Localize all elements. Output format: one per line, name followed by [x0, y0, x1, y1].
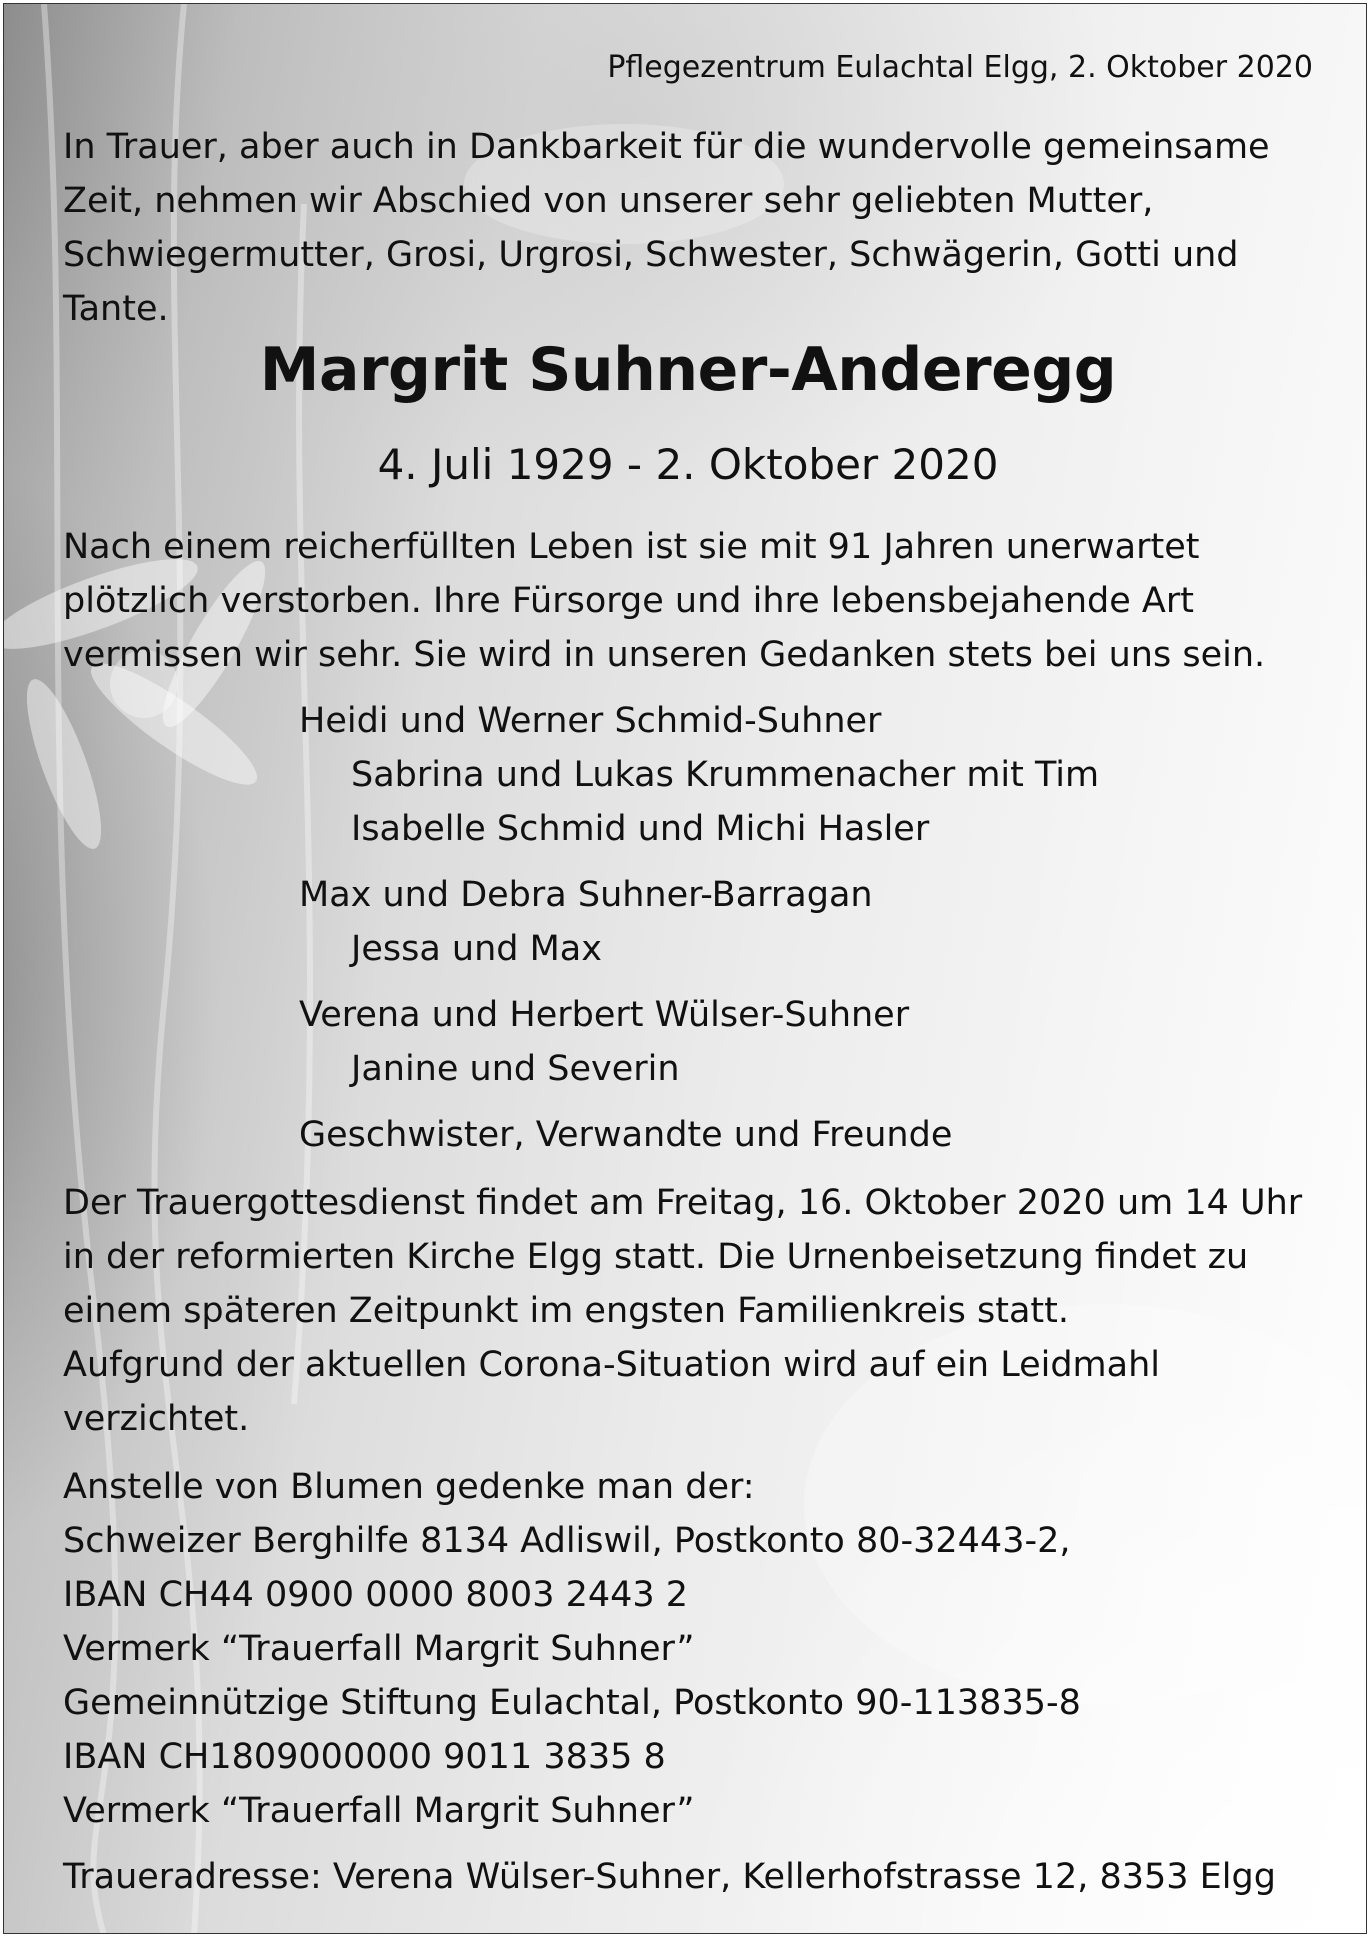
- mourners-list: [299, 694, 1099, 1174]
- life-dates: 4. Juli 1929 - 2. Oktober 2020: [377, 440, 999, 489]
- family-main: Max und Debra Suhner-Barragan: [299, 875, 873, 915]
- mourning-address: Traueradresse: Verena Wülser-Suhner, Kellerhofstrasse 12, 8353 Elgg: [63, 1857, 1276, 1897]
- place-date-line: Pflegezentrum Eulachtal Elgg, 2. Oktober 2020: [607, 50, 1313, 85]
- family-group: [299, 1108, 1099, 1162]
- family-main: Heidi und Werner Schmid-Suhner: [299, 701, 882, 741]
- family-group: [299, 988, 1099, 1096]
- donations-section: [63, 1460, 1313, 1838]
- family-sub: Jessa und Max: [351, 929, 602, 969]
- family-sub: Isabelle Schmid und Michi Hasler: [351, 809, 930, 849]
- deceased-name: Margrit Suhner-Anderegg: [259, 335, 1117, 405]
- donation-line: IBAN CH1809000000 9011 3835 8: [63, 1737, 666, 1777]
- family-group: [299, 868, 1099, 976]
- family-group: [299, 694, 1099, 856]
- family-sub: Sabrina und Lukas Krummenacher mit Tim: [351, 755, 1100, 795]
- donations-intro: Anstelle von Blumen gedenke man der:: [63, 1467, 755, 1507]
- donation-line: Vermerk “Trauerfall Margrit Suhner”: [63, 1629, 695, 1669]
- family-main: Geschwister, Verwandte und Freunde: [299, 1115, 953, 1155]
- service-paragraph: Der Trauergottesdienst findet am Freitag, 16. Oktober 2020 um 14 Uhr in der reformierten Kirche Elgg statt. Die Urnenbeisetzung findet zu einem späteren Zeitpunkt im engsten Familienkreis statt.: [63, 1183, 1303, 1331]
- donation-line: Vermerk “Trauerfall Margrit Suhner”: [63, 1791, 695, 1831]
- donation-line: Schweizer Berghilfe 8134 Adliswil, Postkonto 80-32443-2,: [63, 1521, 1071, 1561]
- donation-line: Gemeinnützige Stiftung Eulachtal, Postkonto 90-113835-8: [63, 1683, 1081, 1723]
- life-paragraph: Nach einem reicherfüllten Leben ist sie mit 91 Jahren unerwartet plötzlich verstorben. Ihre Fürsorge und ihre lebensbejahende Art vermissen wir sehr. Sie wird in unseren Gedanken stets bei uns sein.: [63, 527, 1266, 675]
- family-sub: Janine und Severin: [351, 1049, 680, 1089]
- corona-note: Aufgrund der aktuellen Corona-Situation wird auf ein Leidmahl verzichtet.: [63, 1345, 1160, 1439]
- intro-paragraph: In Trauer, aber auch in Dankbarkeit für die wundervolle gemeinsame Zeit, nehmen wir Abschied von unserer sehr geliebten Mutter, Schwiegermutter, Grosi, Urgrosi, Schwester, Schwägerin, Gotti und Tante.: [63, 127, 1270, 329]
- obituary-page: [3, 3, 1367, 1934]
- donation-line: IBAN CH44 0900 0000 8003 2443 2: [63, 1575, 689, 1615]
- service-section: [63, 1176, 1313, 1446]
- family-main: Verena und Herbert Wülser-Suhner: [299, 995, 910, 1035]
